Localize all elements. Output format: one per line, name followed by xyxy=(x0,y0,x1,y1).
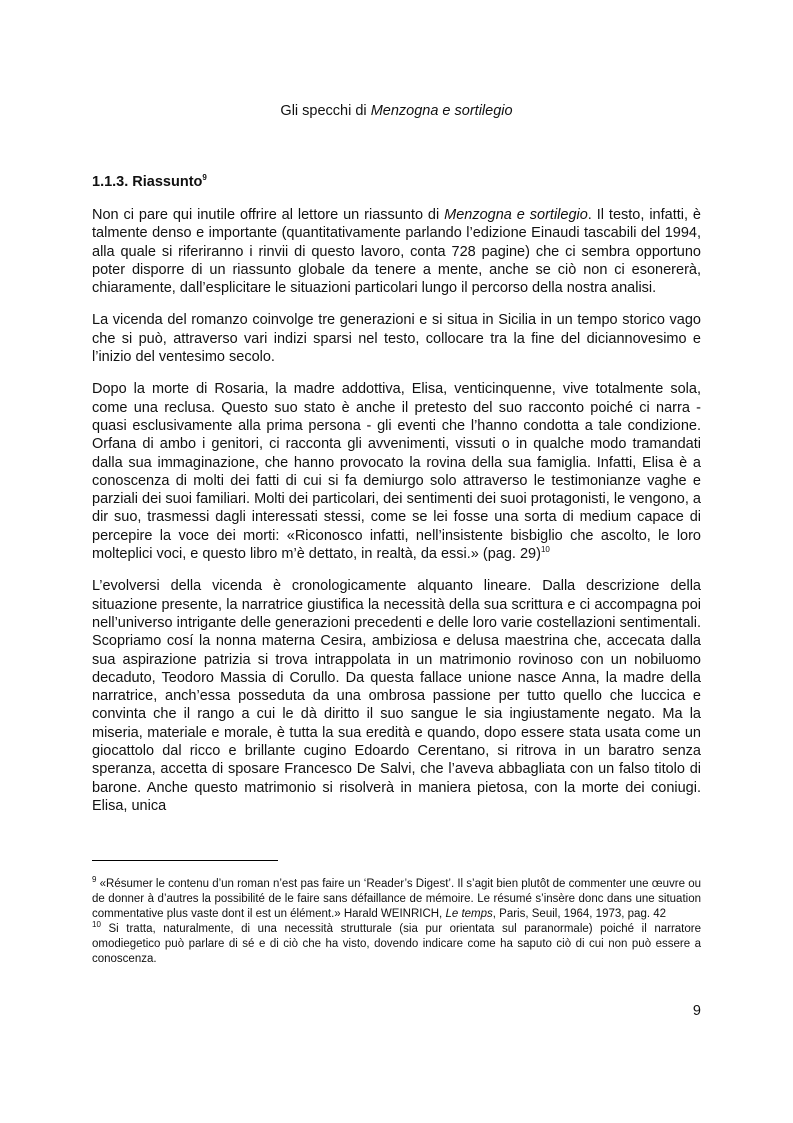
footnote-10 xyxy=(92,922,701,967)
footnote-ref-9[interactable]: 9 xyxy=(202,173,207,183)
running-header xyxy=(0,103,793,119)
paragraph-4: L’evolversi della vicenda è cronologicamente alquanto lineare. Dalla descrizione della situazione presente, la narratrice giustifica la necessità della sua scrittura e ci accompagna poi nell’universo intrigante delle generazioni precedenti e delle loro varie costellazioni sentimentali. Scopriamo cosí la nonna materna Cesira, ambiziosa e delusa maestrina che, accecata dalla sua aspirazione patrizia si trova intrappolata in un matrimonio rovinoso con un nobiluomo decaduto, Teodoro Massia di Corullo. Da questa fallace unione nasce Anna, la madre della narratrice, anch’essa posseduta da una ombrosa passione per tutto quello che luccica e convinta che il rango a cui le dà diritto il suo sangue le sia ingiustamente negato. Ma la miseria, materiale e morale, è tutta la sua eredità e quando, dopo essere stata usata come un giocattolo dal ricco e brillante cugino Edoardo Cerentano, si ritrova in un baratro senza speranza, accetta di sposare Francesco De Salvi, che l’aveva abbagliata con un falso titolo di barone. Anche questo matrimonio si risolverà in maniera pietosa, con la morte dei coniugi. Elisa, unica xyxy=(92,578,701,814)
paragraph-2: La vicenda del romanzo coinvolge tre generazioni e si situa in Sicilia in un tempo storico vago che si può, attraverso vari indizi sparsi nel testo, collocare tra la fine del diciannovesimo e l’inizio del ventesimo secolo. xyxy=(92,312,701,366)
footnote-9 xyxy=(92,877,701,922)
footnote-9-book-title: Le temps xyxy=(445,908,493,920)
footnote-9-number: 9 xyxy=(92,875,97,885)
paragraph-3 xyxy=(92,380,701,563)
header-prefix: Gli specchi di xyxy=(280,103,371,119)
section-heading xyxy=(92,174,701,190)
footnotes xyxy=(92,877,701,967)
footnote-10-number: 10 xyxy=(92,920,101,930)
page-number: 9 xyxy=(692,1003,701,1019)
paragraph-3-text: Dopo la morte di Rosaria, la madre addottiva, Elisa, venticinquenne, vive totalmente sola, come una reclusa. Questo suo stato è anche il pretesto del suo racconto poiché ci narra - quasi esclusivamente alla prima persona - gli eventi che l’hanno condotta a tale condizione. Orfana di ambo i genitori, ci racconta gli avvenimenti, vissuti o in qualche modo tramandati dalla sua immaginazione, che hanno provocato la rovina della sua famiglia. Infatti, Elisa è a conoscenza di molti dei fatti di cui si fa demiurgo solo attraverso le testimonianze vaghe e parziali dei suoi familiari. Molti dei particolari, dei sentimenti dei suoi protagonisti, le vengono, a dir suo, trasmessi dagli interessati stessi, come se lei fosse una sorta di medium capace di percepire la voce dei morti: «Riconosco infatti, nell’insistente bisbiglio che ascolto, le loro molteplici voci, e questo libro m’è dettato, in realtà, da essi.» (pag. 29) xyxy=(92,381,701,563)
footnote-9-text-b: , Paris, Seuil, 1964, 1973, pag. 42 xyxy=(492,908,667,920)
paragraph-1-text-a: Non ci pare qui inutile offrire al lettore un riassunto di xyxy=(92,207,445,223)
footnote-10-text: Si tratta, naturalmente, di una necessità strutturale (sia pur orientata sul paranormale) poiché il narratore omodiegetico può parlare di sé e di ciò che ha visto, dovendo indicare come ha saputo ciò di cui non può essere a conoscenza. xyxy=(92,923,701,965)
paragraph-1 xyxy=(92,206,701,297)
footnote-9-text-a: «Résumer le contenu d’un roman n’est pas faire un ‘Reader’s Digest’. Il s’agit bien plutôt de commenter une œuvre ou de donner à d’autres la possibilité de le faire sans défaillance de mémoire. Le résumé s’insère donc dans une situation commentative plus vaste dont il est un élément.» Harald WEINRICH, xyxy=(92,878,701,920)
paragraph-1-text-b: . Il testo, infatti, è talmente denso e importante (quantitativamente parlando l’edizione Einaudi tascabili del 1994, alla quale si riferiranno i rinvii di questo lavoro, conta 728 pagine) che ci sembra opportuno poter disporre di un riassunto globale da tenere a mente, anche se ciò non ci esonererà, chiaramente, dall’esplicitare le situazioni particolari lungo il percorso della nostra analisi. xyxy=(92,207,701,297)
footnote-ref-10[interactable]: 10 xyxy=(540,545,550,555)
header-book-title: Menzogna e sortilegio xyxy=(370,103,513,119)
section-title: 1.1.3. Riassunto xyxy=(92,174,203,190)
main-text xyxy=(92,174,701,829)
paragraph-1-book-title: Menzogna e sortilegio xyxy=(444,207,588,223)
footnote-divider xyxy=(92,860,278,861)
